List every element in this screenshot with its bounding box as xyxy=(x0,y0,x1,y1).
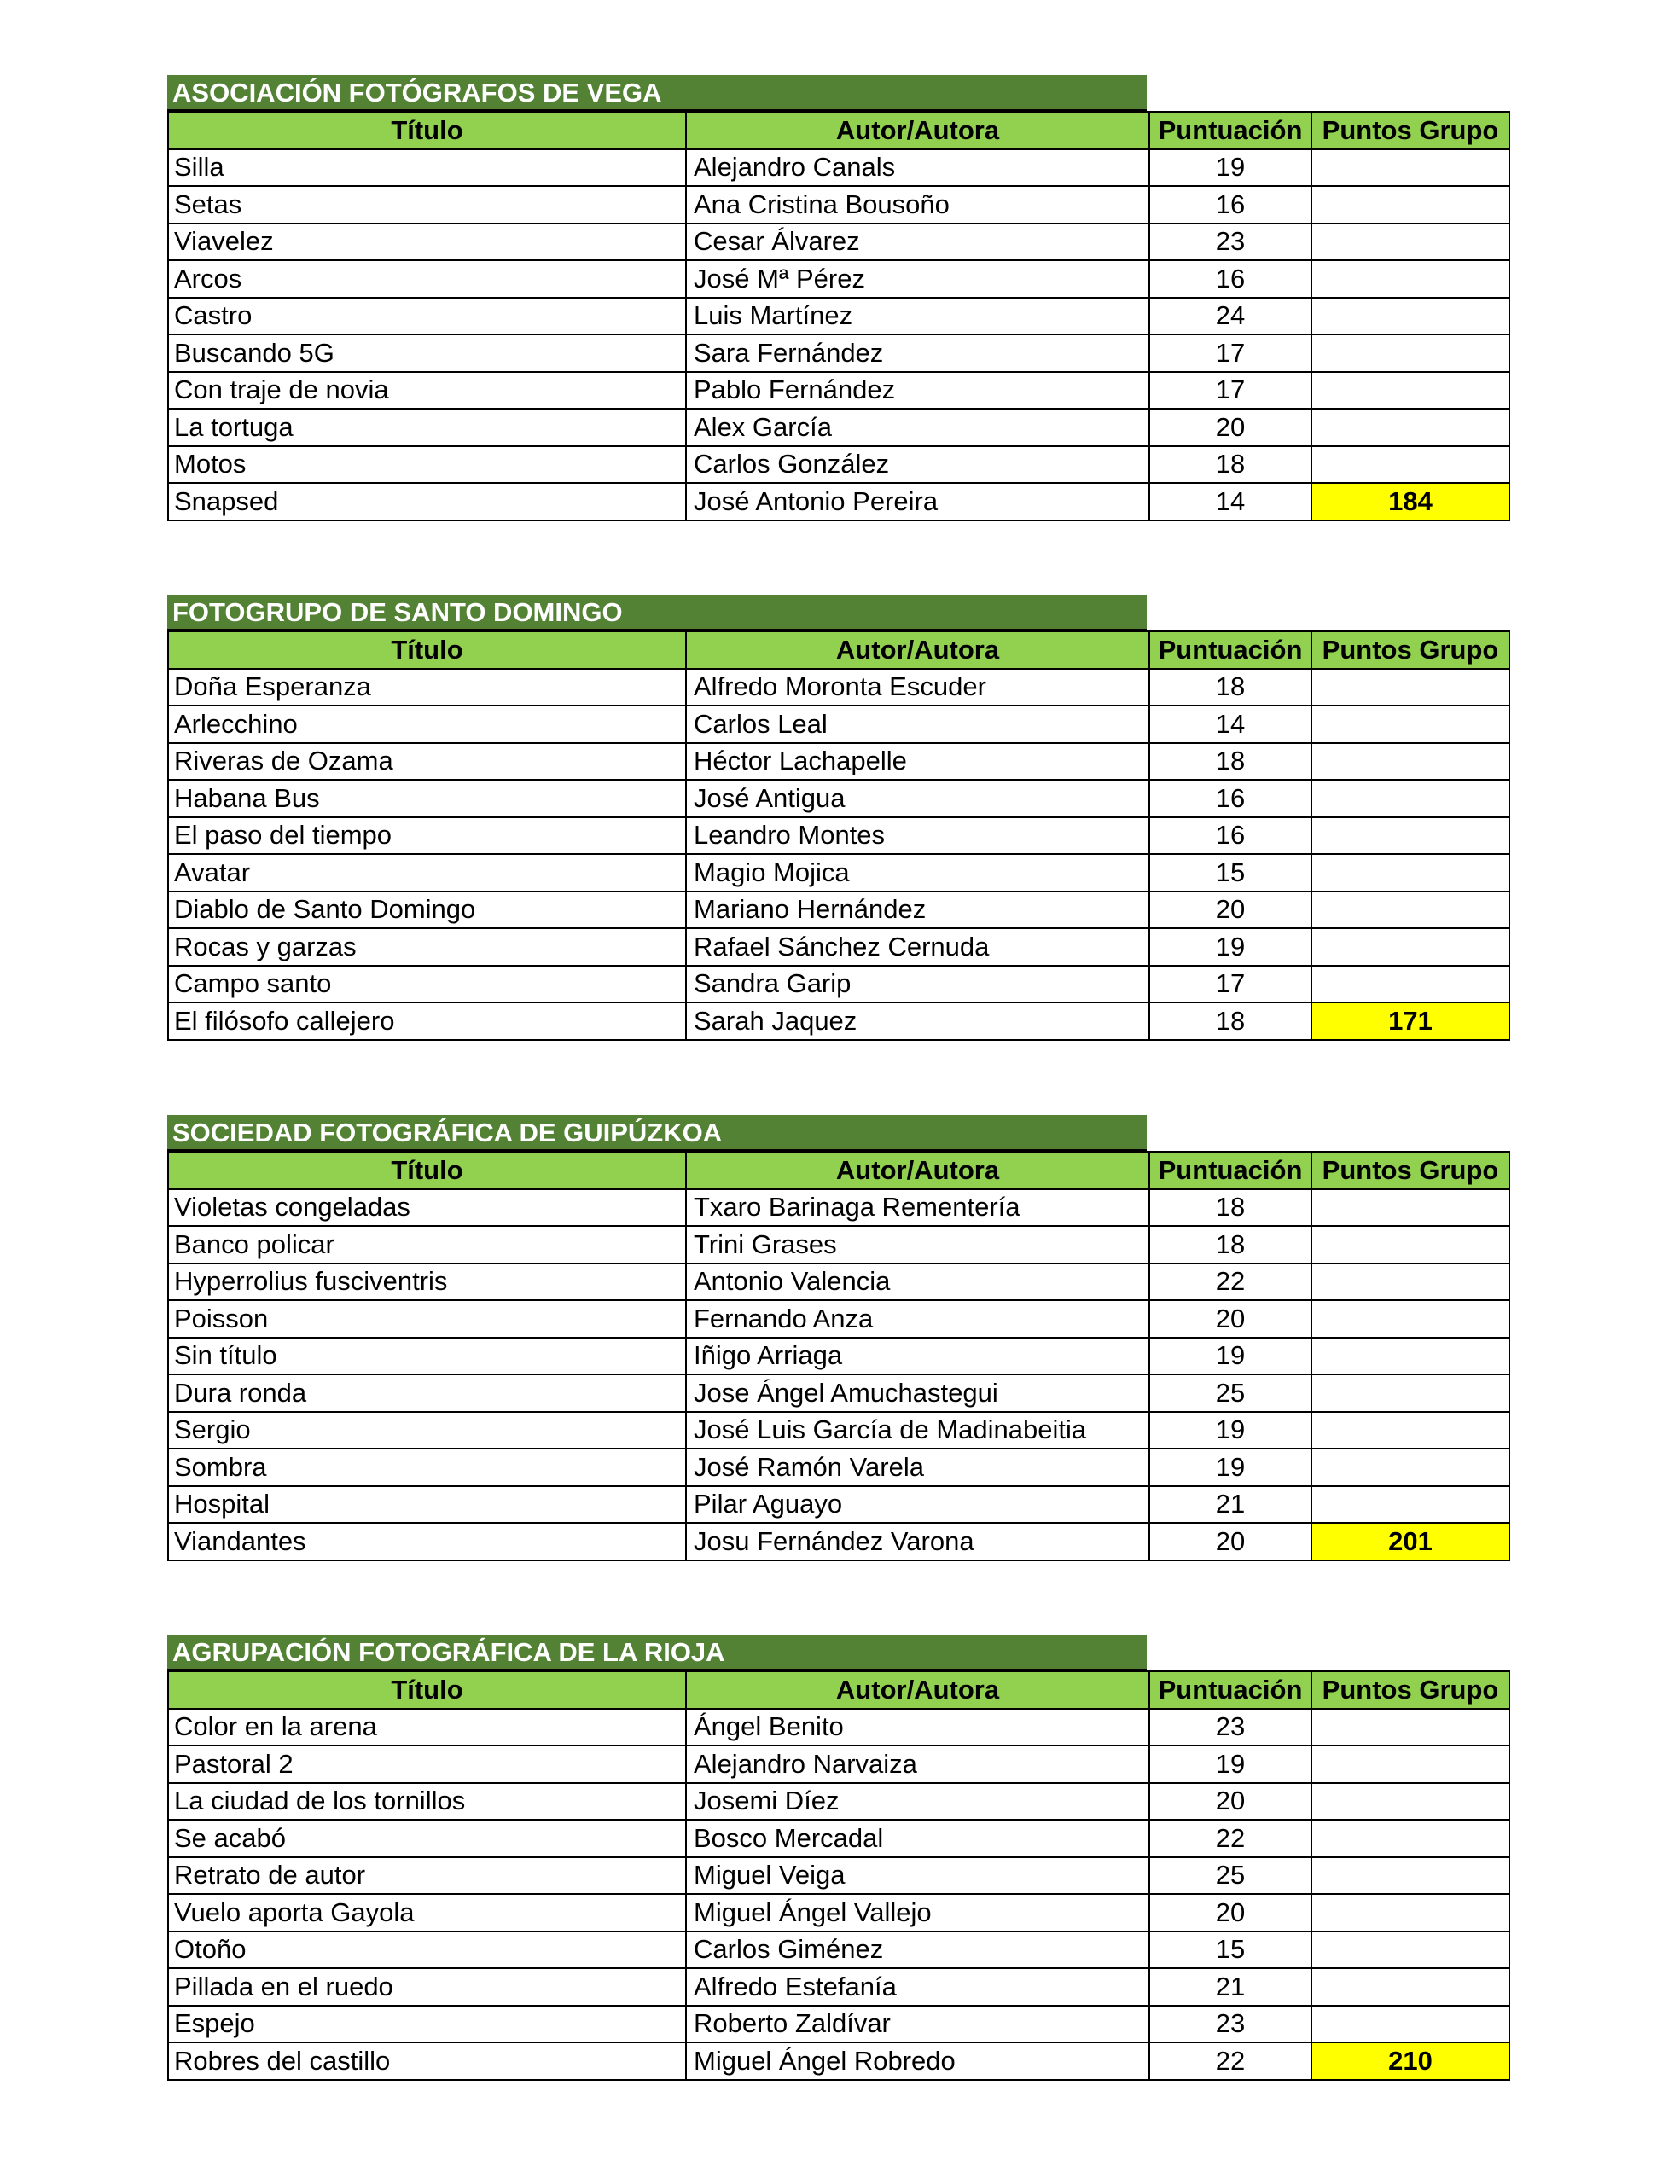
table-row xyxy=(168,1263,1509,1301)
cell-score: 18 xyxy=(1149,1002,1311,1040)
cell-score: 23 xyxy=(1149,1709,1311,1746)
cell-title: Viandantes xyxy=(168,1523,686,1560)
cell-title: Doña Esperanza xyxy=(168,669,686,706)
cell-author: Bosco Mercadal xyxy=(686,1820,1149,1857)
table-row xyxy=(168,1412,1509,1449)
cell-author: Alfredo Estefanía xyxy=(686,1968,1149,2006)
cell-title: Avatar xyxy=(168,854,686,892)
cell-author: Roberto Zaldívar xyxy=(686,2006,1149,2043)
cell-title: Diablo de Santo Domingo xyxy=(168,892,686,929)
cell-author: Mariano Hernández xyxy=(686,892,1149,929)
group-section xyxy=(167,1635,1509,2081)
cell-score: 14 xyxy=(1149,706,1311,743)
cell-group-points xyxy=(1311,1263,1509,1301)
cell-group-points xyxy=(1311,1338,1509,1375)
cell-score: 18 xyxy=(1149,669,1311,706)
cell-group-points xyxy=(1311,1374,1509,1412)
cell-score: 25 xyxy=(1149,1857,1311,1895)
group-title: SOCIEDAD FOTOGRÁFICA DE GUIPÚZKOA xyxy=(167,1115,1147,1151)
cell-score: 22 xyxy=(1149,1263,1311,1301)
cell-author: Carlos Giménez xyxy=(686,1931,1149,1969)
cell-author: José Luis García de Madinabeitia xyxy=(686,1412,1149,1449)
cell-author: Sarah Jaquez xyxy=(686,1002,1149,1040)
cell-author: Iñigo Arriaga xyxy=(686,1338,1149,1375)
header-group-points: Puntos Grupo xyxy=(1311,631,1509,669)
cell-score: 24 xyxy=(1149,298,1311,335)
header-group-points: Puntos Grupo xyxy=(1311,112,1509,149)
table-row xyxy=(168,706,1509,743)
cell-author: Miguel Ángel Robredo xyxy=(686,2042,1149,2080)
cell-title: Violetas congeladas xyxy=(168,1189,686,1227)
cell-title: Se acabó xyxy=(168,1820,686,1857)
cell-group-points xyxy=(1311,1189,1509,1227)
cell-title: Buscando 5G xyxy=(168,334,686,372)
cell-title: La tortuga xyxy=(168,409,686,446)
cell-author: Ángel Benito xyxy=(686,1709,1149,1746)
table-row xyxy=(168,1523,1509,1560)
table-row xyxy=(168,409,1509,446)
cell-group-points xyxy=(1311,1745,1509,1783)
cell-score: 19 xyxy=(1149,1449,1311,1486)
table-row xyxy=(168,483,1509,520)
table-row xyxy=(168,1486,1509,1524)
cell-score: 21 xyxy=(1149,1486,1311,1524)
cell-group-points xyxy=(1311,966,1509,1003)
header-row xyxy=(168,1152,1509,1189)
table-row xyxy=(168,372,1509,410)
cell-title: Arlecchino xyxy=(168,706,686,743)
cell-score: 17 xyxy=(1149,372,1311,410)
cell-group-points xyxy=(1311,1226,1509,1263)
header-author: Autor/Autora xyxy=(686,631,1149,669)
cell-title: Vuelo aporta Gayola xyxy=(168,1894,686,1931)
cell-score: 22 xyxy=(1149,1820,1311,1857)
results-table xyxy=(167,630,1510,1041)
table-row xyxy=(168,817,1509,855)
cell-title: Pastoral 2 xyxy=(168,1745,686,1783)
cell-group-points xyxy=(1311,669,1509,706)
cell-title: Poisson xyxy=(168,1300,686,1338)
cell-group-points xyxy=(1311,928,1509,966)
cell-score: 20 xyxy=(1149,1894,1311,1931)
cell-score: 19 xyxy=(1149,1412,1311,1449)
header-author: Autor/Autora xyxy=(686,1671,1149,1709)
cell-score: 18 xyxy=(1149,1226,1311,1263)
table-row xyxy=(168,780,1509,817)
cell-title: Robres del castillo xyxy=(168,2042,686,2080)
group-section xyxy=(167,75,1509,521)
cell-score: 16 xyxy=(1149,817,1311,855)
cell-title: El paso del tiempo xyxy=(168,817,686,855)
cell-author: José Antigua xyxy=(686,780,1149,817)
table-row xyxy=(168,892,1509,929)
cell-group-points xyxy=(1311,780,1509,817)
cell-score: 19 xyxy=(1149,928,1311,966)
cell-group-points xyxy=(1311,409,1509,446)
cell-title: Dura ronda xyxy=(168,1374,686,1412)
cell-author: Magio Mojica xyxy=(686,854,1149,892)
group-title: AGRUPACIÓN FOTOGRÁFICA DE LA RIOJA xyxy=(167,1635,1147,1670)
table-row xyxy=(168,1894,1509,1931)
cell-group-points: 184 xyxy=(1311,483,1509,520)
cell-title: Arcos xyxy=(168,260,686,298)
cell-author: Sandra Garip xyxy=(686,966,1149,1003)
cell-score: 25 xyxy=(1149,1374,1311,1412)
cell-title: Otoño xyxy=(168,1931,686,1969)
cell-title: Setas xyxy=(168,186,686,224)
cell-author: Josemi Díez xyxy=(686,1783,1149,1821)
cell-group-points xyxy=(1311,706,1509,743)
table-row xyxy=(168,966,1509,1003)
header-score: Puntuación xyxy=(1149,631,1311,669)
cell-title: Sin título xyxy=(168,1338,686,1375)
cell-author: Pablo Fernández xyxy=(686,372,1149,410)
cell-author: Pilar Aguayo xyxy=(686,1486,1149,1524)
cell-score: 19 xyxy=(1149,149,1311,187)
cell-author: Miguel Ángel Vallejo xyxy=(686,1894,1149,1931)
results-table xyxy=(167,111,1510,521)
cell-group-points xyxy=(1311,260,1509,298)
cell-title: Hyperrolius fusciventris xyxy=(168,1263,686,1301)
header-score: Puntuación xyxy=(1149,1671,1311,1709)
cell-author: José Ramón Varela xyxy=(686,1449,1149,1486)
table-row xyxy=(168,1338,1509,1375)
cell-group-points xyxy=(1311,892,1509,929)
table-row xyxy=(168,2006,1509,2043)
table-row xyxy=(168,1374,1509,1412)
cell-author: Josu Fernández Varona xyxy=(686,1523,1149,1560)
cell-author: Carlos Leal xyxy=(686,706,1149,743)
cell-score: 21 xyxy=(1149,1968,1311,2006)
cell-group-points xyxy=(1311,743,1509,781)
cell-group-points xyxy=(1311,817,1509,855)
table-row xyxy=(168,1857,1509,1895)
cell-group-points xyxy=(1311,1894,1509,1931)
header-title: Título xyxy=(168,1152,686,1189)
cell-author: Miguel Veiga xyxy=(686,1857,1149,1895)
cell-author: Carlos González xyxy=(686,446,1149,484)
cell-author: Rafael Sánchez Cernuda xyxy=(686,928,1149,966)
cell-title: Retrato de autor xyxy=(168,1857,686,1895)
header-group-points: Puntos Grupo xyxy=(1311,1152,1509,1189)
cell-title: Habana Bus xyxy=(168,780,686,817)
cell-group-points xyxy=(1311,1968,1509,2006)
cell-group-points xyxy=(1311,446,1509,484)
cell-author: Alejandro Narvaiza xyxy=(686,1745,1149,1783)
cell-group-points xyxy=(1311,224,1509,261)
cell-author: Ana Cristina Bousoño xyxy=(686,186,1149,224)
cell-author: Trini Grases xyxy=(686,1226,1149,1263)
cell-title: Pillada en el ruedo xyxy=(168,1968,686,2006)
cell-score: 18 xyxy=(1149,446,1311,484)
cell-score: 20 xyxy=(1149,409,1311,446)
table-row xyxy=(168,1709,1509,1746)
cell-score: 16 xyxy=(1149,186,1311,224)
cell-title: Riveras de Ozama xyxy=(168,743,686,781)
cell-group-points xyxy=(1311,854,1509,892)
cell-group-points: 171 xyxy=(1311,1002,1509,1040)
cell-group-points xyxy=(1311,334,1509,372)
cell-author: Sara Fernández xyxy=(686,334,1149,372)
table-row xyxy=(168,1931,1509,1969)
cell-author: Héctor Lachapelle xyxy=(686,743,1149,781)
cell-group-points: 210 xyxy=(1311,2042,1509,2080)
cell-author: Antonio Valencia xyxy=(686,1263,1149,1301)
cell-group-points xyxy=(1311,1820,1509,1857)
cell-group-points xyxy=(1311,186,1509,224)
cell-group-points xyxy=(1311,149,1509,187)
cell-score: 20 xyxy=(1149,1523,1311,1560)
cell-group-points xyxy=(1311,1931,1509,1969)
header-score: Puntuación xyxy=(1149,112,1311,149)
cell-score: 22 xyxy=(1149,2042,1311,2080)
table-row xyxy=(168,1226,1509,1263)
cell-author: Fernando Anza xyxy=(686,1300,1149,1338)
group-section xyxy=(167,1115,1509,1561)
cell-author: Cesar Álvarez xyxy=(686,224,1149,261)
cell-title: Sombra xyxy=(168,1449,686,1486)
table-row xyxy=(168,149,1509,187)
header-group-points: Puntos Grupo xyxy=(1311,1671,1509,1709)
table-row xyxy=(168,1745,1509,1783)
table-row xyxy=(168,669,1509,706)
cell-title: Banco policar xyxy=(168,1226,686,1263)
cell-score: 18 xyxy=(1149,743,1311,781)
cell-score: 14 xyxy=(1149,483,1311,520)
table-row xyxy=(168,224,1509,261)
table-row xyxy=(168,334,1509,372)
cell-score: 23 xyxy=(1149,224,1311,261)
cell-group-points xyxy=(1311,1300,1509,1338)
cell-title: Castro xyxy=(168,298,686,335)
cell-score: 16 xyxy=(1149,260,1311,298)
group-title: FOTOGRUPO DE SANTO DOMINGO xyxy=(167,595,1147,630)
results-table xyxy=(167,1151,1510,1561)
cell-title: Silla xyxy=(168,149,686,187)
table-row xyxy=(168,260,1509,298)
cell-group-points xyxy=(1311,372,1509,410)
cell-group-points xyxy=(1311,1783,1509,1821)
results-table xyxy=(167,1670,1510,2081)
cell-author: José Mª Pérez xyxy=(686,260,1149,298)
table-row xyxy=(168,2042,1509,2080)
cell-group-points xyxy=(1311,1709,1509,1746)
cell-author: Alfredo Moronta Escuder xyxy=(686,669,1149,706)
cell-title: Campo santo xyxy=(168,966,686,1003)
table-row xyxy=(168,743,1509,781)
cell-score: 18 xyxy=(1149,1189,1311,1227)
cell-author: Alex García xyxy=(686,409,1149,446)
cell-author: Jose Ángel Amuchastegui xyxy=(686,1374,1149,1412)
cell-group-points xyxy=(1311,298,1509,335)
cell-author: Txaro Barinaga Rementería xyxy=(686,1189,1149,1227)
table-row xyxy=(168,298,1509,335)
table-row xyxy=(168,1189,1509,1227)
group-section xyxy=(167,595,1509,1041)
table-row xyxy=(168,854,1509,892)
cell-title: Motos xyxy=(168,446,686,484)
header-title: Título xyxy=(168,631,686,669)
header-title: Título xyxy=(168,112,686,149)
cell-author: José Antonio Pereira xyxy=(686,483,1149,520)
cell-group-points xyxy=(1311,1412,1509,1449)
cell-group-points xyxy=(1311,1857,1509,1895)
table-row xyxy=(168,1783,1509,1821)
cell-score: 17 xyxy=(1149,966,1311,1003)
cell-score: 19 xyxy=(1149,1338,1311,1375)
cell-score: 23 xyxy=(1149,2006,1311,2043)
cell-title: Hospital xyxy=(168,1486,686,1524)
table-row xyxy=(168,1449,1509,1486)
header-author: Autor/Autora xyxy=(686,112,1149,149)
table-row xyxy=(168,1968,1509,2006)
cell-score: 15 xyxy=(1149,1931,1311,1969)
cell-score: 20 xyxy=(1149,1300,1311,1338)
cell-author: Leandro Montes xyxy=(686,817,1149,855)
table-row xyxy=(168,1300,1509,1338)
cell-title: Snapsed xyxy=(168,483,686,520)
cell-score: 19 xyxy=(1149,1745,1311,1783)
table-row xyxy=(168,928,1509,966)
cell-group-points xyxy=(1311,1486,1509,1524)
cell-score: 15 xyxy=(1149,854,1311,892)
header-author: Autor/Autora xyxy=(686,1152,1149,1189)
cell-author: Alejandro Canals xyxy=(686,149,1149,187)
table-row xyxy=(168,1820,1509,1857)
cell-score: 20 xyxy=(1149,892,1311,929)
cell-group-points xyxy=(1311,2006,1509,2043)
cell-title: La ciudad de los tornillos xyxy=(168,1783,686,1821)
header-title: Título xyxy=(168,1671,686,1709)
cell-score: 17 xyxy=(1149,334,1311,372)
cell-title: Espejo xyxy=(168,2006,686,2043)
group-title: ASOCIACIÓN FOTÓGRAFOS DE VEGA xyxy=(167,75,1147,111)
cell-score: 20 xyxy=(1149,1783,1311,1821)
header-score: Puntuación xyxy=(1149,1152,1311,1189)
header-row xyxy=(168,112,1509,149)
cell-title: Sergio xyxy=(168,1412,686,1449)
header-row xyxy=(168,631,1509,669)
cell-title: El filósofo callejero xyxy=(168,1002,686,1040)
cell-title: Viavelez xyxy=(168,224,686,261)
cell-author: Luis Martínez xyxy=(686,298,1149,335)
cell-group-points xyxy=(1311,1449,1509,1486)
header-row xyxy=(168,1671,1509,1709)
table-row xyxy=(168,1002,1509,1040)
cell-title: Con traje de novia xyxy=(168,372,686,410)
cell-title: Color en la arena xyxy=(168,1709,686,1746)
cell-score: 16 xyxy=(1149,780,1311,817)
cell-title: Rocas y garzas xyxy=(168,928,686,966)
table-row xyxy=(168,446,1509,484)
table-row xyxy=(168,186,1509,224)
cell-group-points: 201 xyxy=(1311,1523,1509,1560)
